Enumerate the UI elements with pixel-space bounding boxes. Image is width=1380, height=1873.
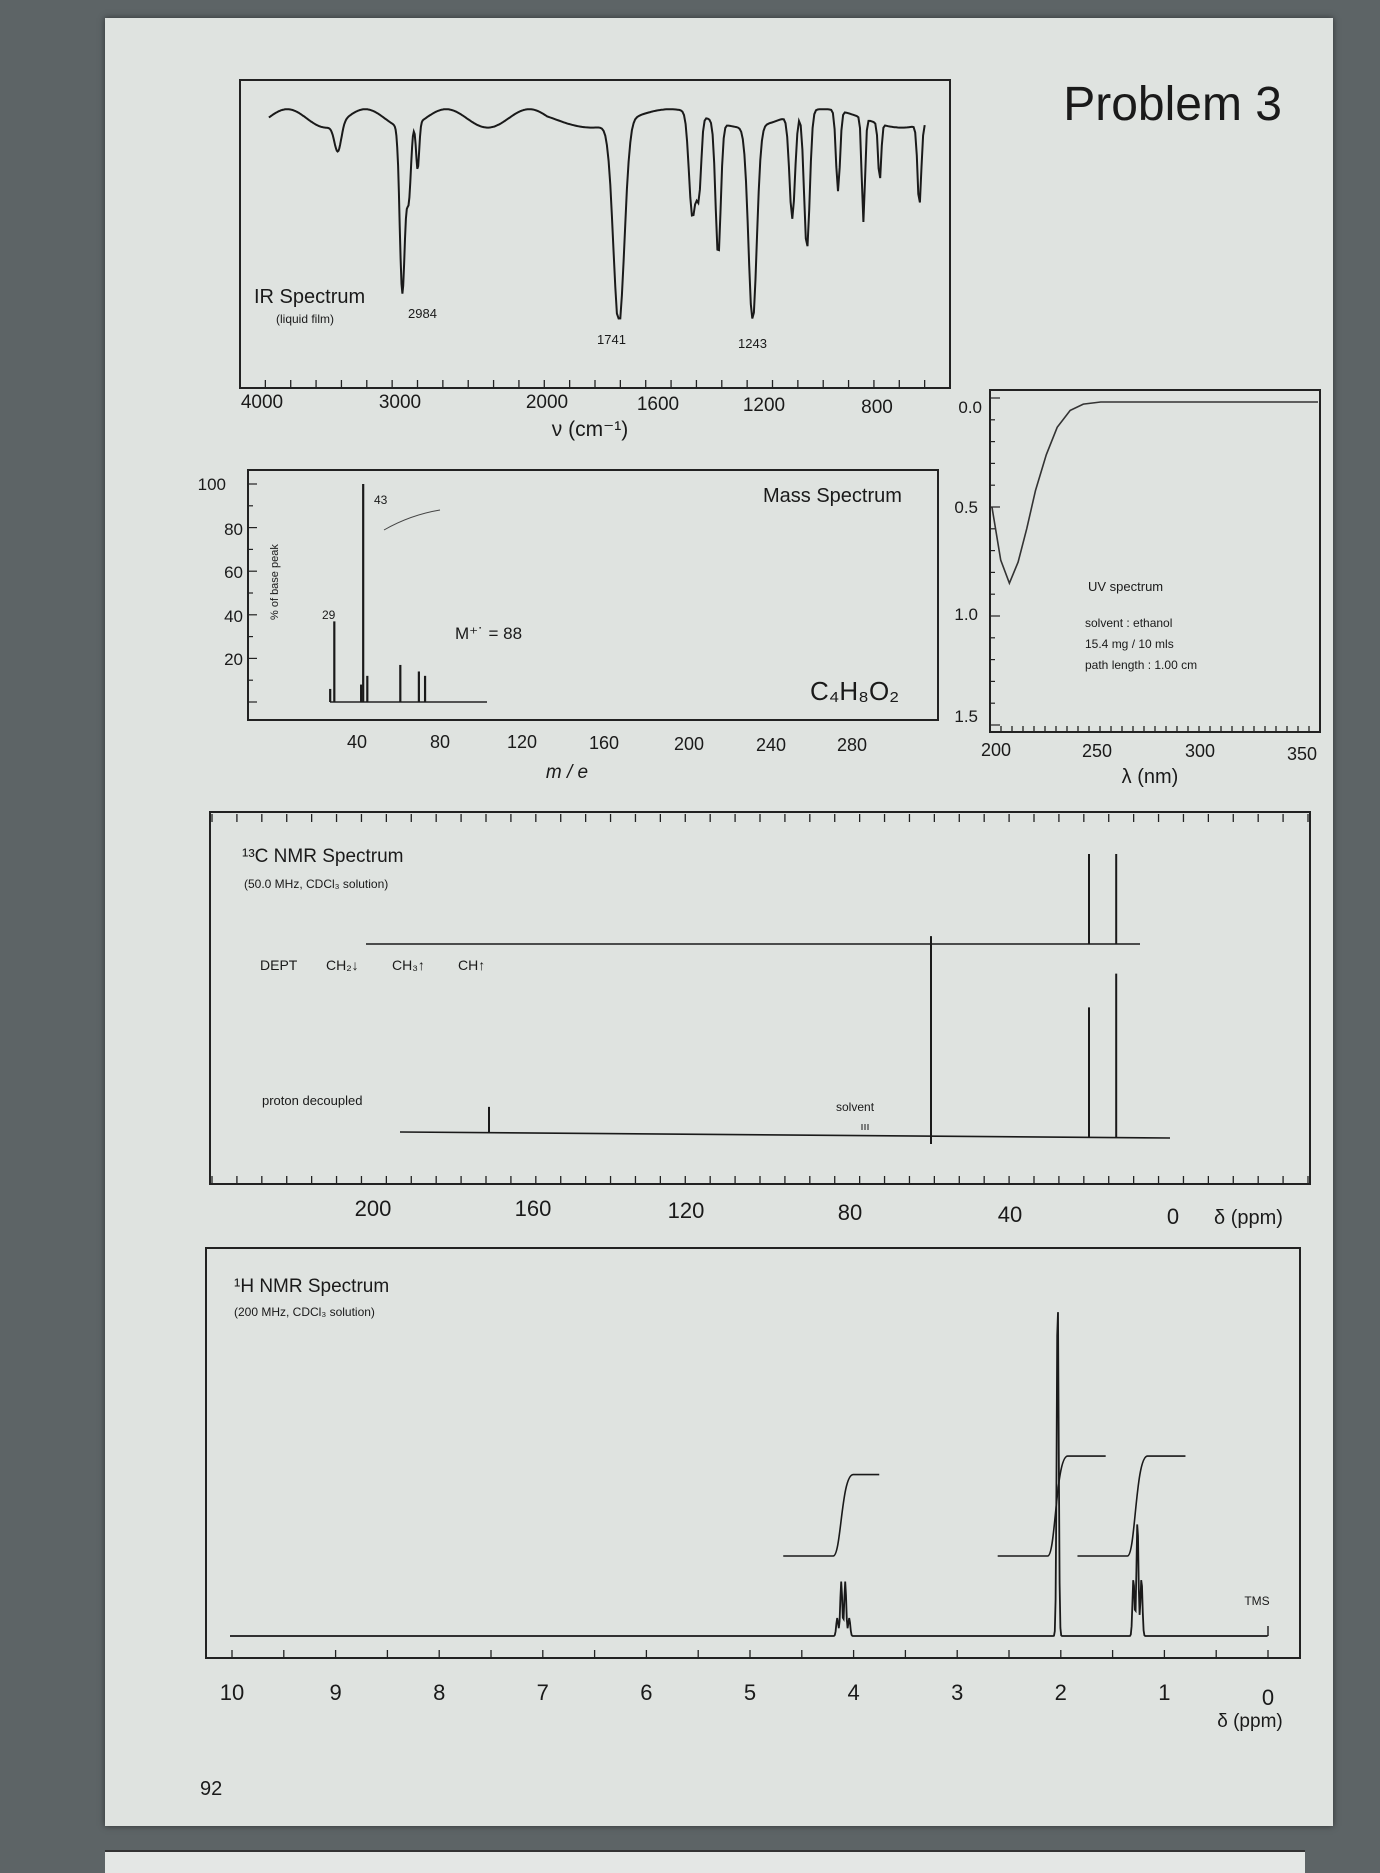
- integral-step: [998, 1456, 1106, 1556]
- ms-leader-line: [384, 510, 440, 530]
- ms-xtick: 40: [346, 732, 368, 752]
- c13-axis-ticks: [212, 814, 1308, 1184]
- ir-peak-label: 2984: [408, 306, 437, 321]
- decoupled-label: proton decoupled: [262, 1093, 363, 1108]
- page-number: 92: [200, 1778, 223, 1800]
- ms-title: Mass Spectrum: [763, 485, 902, 507]
- ms-ytick: 80: [224, 520, 243, 539]
- uv-ytick: 1.5: [954, 707, 978, 726]
- ms-ylabel: % of base peak: [269, 544, 281, 620]
- uv-frame: [990, 390, 1320, 732]
- uv-ytick: 1.0: [954, 605, 978, 624]
- dept-legend-item: CH₂↓: [326, 957, 359, 973]
- c13-nmr-panel: [210, 812, 1310, 1229]
- c13-solvent-label: solvent: [836, 1100, 875, 1114]
- ir-peak-label: 1243: [738, 336, 767, 351]
- mass-spectrum-panel: [198, 470, 938, 783]
- h1-nmr-panel: [206, 1248, 1300, 1732]
- ir-title: IR Spectrum: [254, 286, 366, 308]
- uv-title: UV spectrum: [1088, 579, 1164, 594]
- h1-trace: [230, 1312, 1268, 1636]
- ir-subtitle: (liquid film): [276, 312, 335, 326]
- c13-frame: [210, 812, 1310, 1184]
- ms-xtick: 120: [506, 732, 538, 752]
- uv-xtick: 250: [1081, 741, 1113, 761]
- c13-xtick: 160: [514, 1196, 552, 1221]
- h1-xtick: 4: [847, 1680, 860, 1705]
- h1-xtick: 2: [1054, 1680, 1067, 1705]
- ir-xtick: 3000: [378, 392, 422, 413]
- h1-xtick: 5: [743, 1680, 757, 1705]
- ms-ytick: 100: [197, 475, 226, 494]
- uv-xlabel: λ (nm): [1121, 766, 1179, 788]
- h1-title: ¹H NMR Spectrum: [234, 1276, 390, 1297]
- h1-xlabel: δ (ppm): [1217, 1711, 1283, 1732]
- h1-axis-ticks: [232, 1650, 1268, 1658]
- ms-xtick: 160: [588, 733, 620, 753]
- h1-integrals: [783, 1456, 1268, 1636]
- h1-xtick: 6: [640, 1680, 653, 1705]
- dept-legend-item: CH↑: [458, 957, 486, 973]
- c13-peaks: [489, 854, 1116, 1144]
- ms-formula: C₄H₈O₂: [810, 676, 900, 706]
- c13-subtitle: (50.0 MHz, CDCl₃ solution): [244, 877, 389, 891]
- ms-molecular-ion: M⁺˙ = 88: [455, 624, 523, 643]
- ms-xtick: 280: [836, 735, 868, 755]
- uv-path-length: path length : 1.00 cm: [1085, 658, 1198, 672]
- h1-xtick: 8: [433, 1680, 446, 1705]
- c13-xtick: 0: [1166, 1204, 1180, 1229]
- uv-xtick: 300: [1184, 741, 1216, 761]
- uv-xtick: 200: [980, 740, 1012, 760]
- ms-peak-label: 43: [374, 493, 388, 507]
- uv-ytick: 0.5: [954, 498, 978, 517]
- c13-xtick: 120: [667, 1198, 705, 1223]
- c13-xtick: 200: [354, 1196, 392, 1221]
- ir-xtick: 800: [861, 397, 893, 418]
- h1-subtitle: (200 MHz, CDCl₃ solution): [234, 1305, 375, 1319]
- uv-xtick: 350: [1286, 744, 1318, 764]
- c13-xtick: 80: [837, 1200, 863, 1225]
- ms-xlabel: m / e: [545, 762, 589, 783]
- c13-xtick: 40: [997, 1202, 1023, 1227]
- ir-xtick: 4000: [240, 392, 284, 413]
- ir-peak-label: 1741: [597, 332, 626, 347]
- h1-xtick: 3: [951, 1680, 964, 1705]
- ms-xtick: 80: [429, 732, 451, 752]
- uv-trace: [992, 402, 1318, 583]
- uv-ytick: 0.0: [958, 398, 982, 417]
- ir-xtick: 1200: [742, 395, 786, 416]
- c13-baseline: [400, 1132, 1170, 1138]
- ir-axis-ticks: [240, 380, 950, 388]
- ir-xtick: 2000: [525, 392, 569, 413]
- ir-trace: [269, 109, 925, 318]
- ir-frame: [240, 80, 950, 388]
- ms-ytick: 20: [224, 650, 243, 669]
- ir-xlabel: ν (cm⁻¹): [551, 418, 629, 441]
- dept-label: DEPT: [260, 957, 298, 973]
- ms-ytick: 40: [224, 607, 243, 626]
- uv-axis-ticks: [990, 398, 1320, 732]
- integral-step: [783, 1475, 879, 1556]
- h1-xtick: 1: [1158, 1680, 1171, 1705]
- uv-spectrum-panel: [954, 390, 1320, 788]
- c13-xlabel: δ (ppm): [1214, 1207, 1283, 1229]
- h1-xtick: 7: [536, 1680, 549, 1705]
- tms-label: TMS: [1244, 1594, 1270, 1608]
- ms-ytick: 60: [224, 563, 243, 582]
- ir-xtick: 1600: [636, 394, 680, 415]
- h1-x-axis-labels: [220, 1680, 1274, 1710]
- uv-solvent: solvent : ethanol: [1085, 616, 1173, 630]
- uv-concentration: 15.4 mg / 10 mls: [1085, 637, 1174, 651]
- ms-peaks: [330, 484, 425, 702]
- ms-y-axis: [248, 480, 257, 710]
- ms-xtick: 240: [755, 735, 787, 755]
- h1-xtick: 10: [219, 1680, 245, 1705]
- integral-step: [1077, 1456, 1185, 1556]
- problem-title: Problem 3: [1063, 78, 1282, 131]
- h1-xtick: 9: [329, 1680, 342, 1705]
- c13-title: ¹³C NMR Spectrum: [242, 846, 404, 867]
- ms-xtick: 200: [673, 734, 705, 754]
- ms-peak-label: 29: [322, 608, 336, 622]
- ir-spectrum-panel: [240, 80, 950, 441]
- h1-xtick: 0: [1261, 1685, 1275, 1710]
- dept-legend-item: CH₃↑: [392, 957, 425, 973]
